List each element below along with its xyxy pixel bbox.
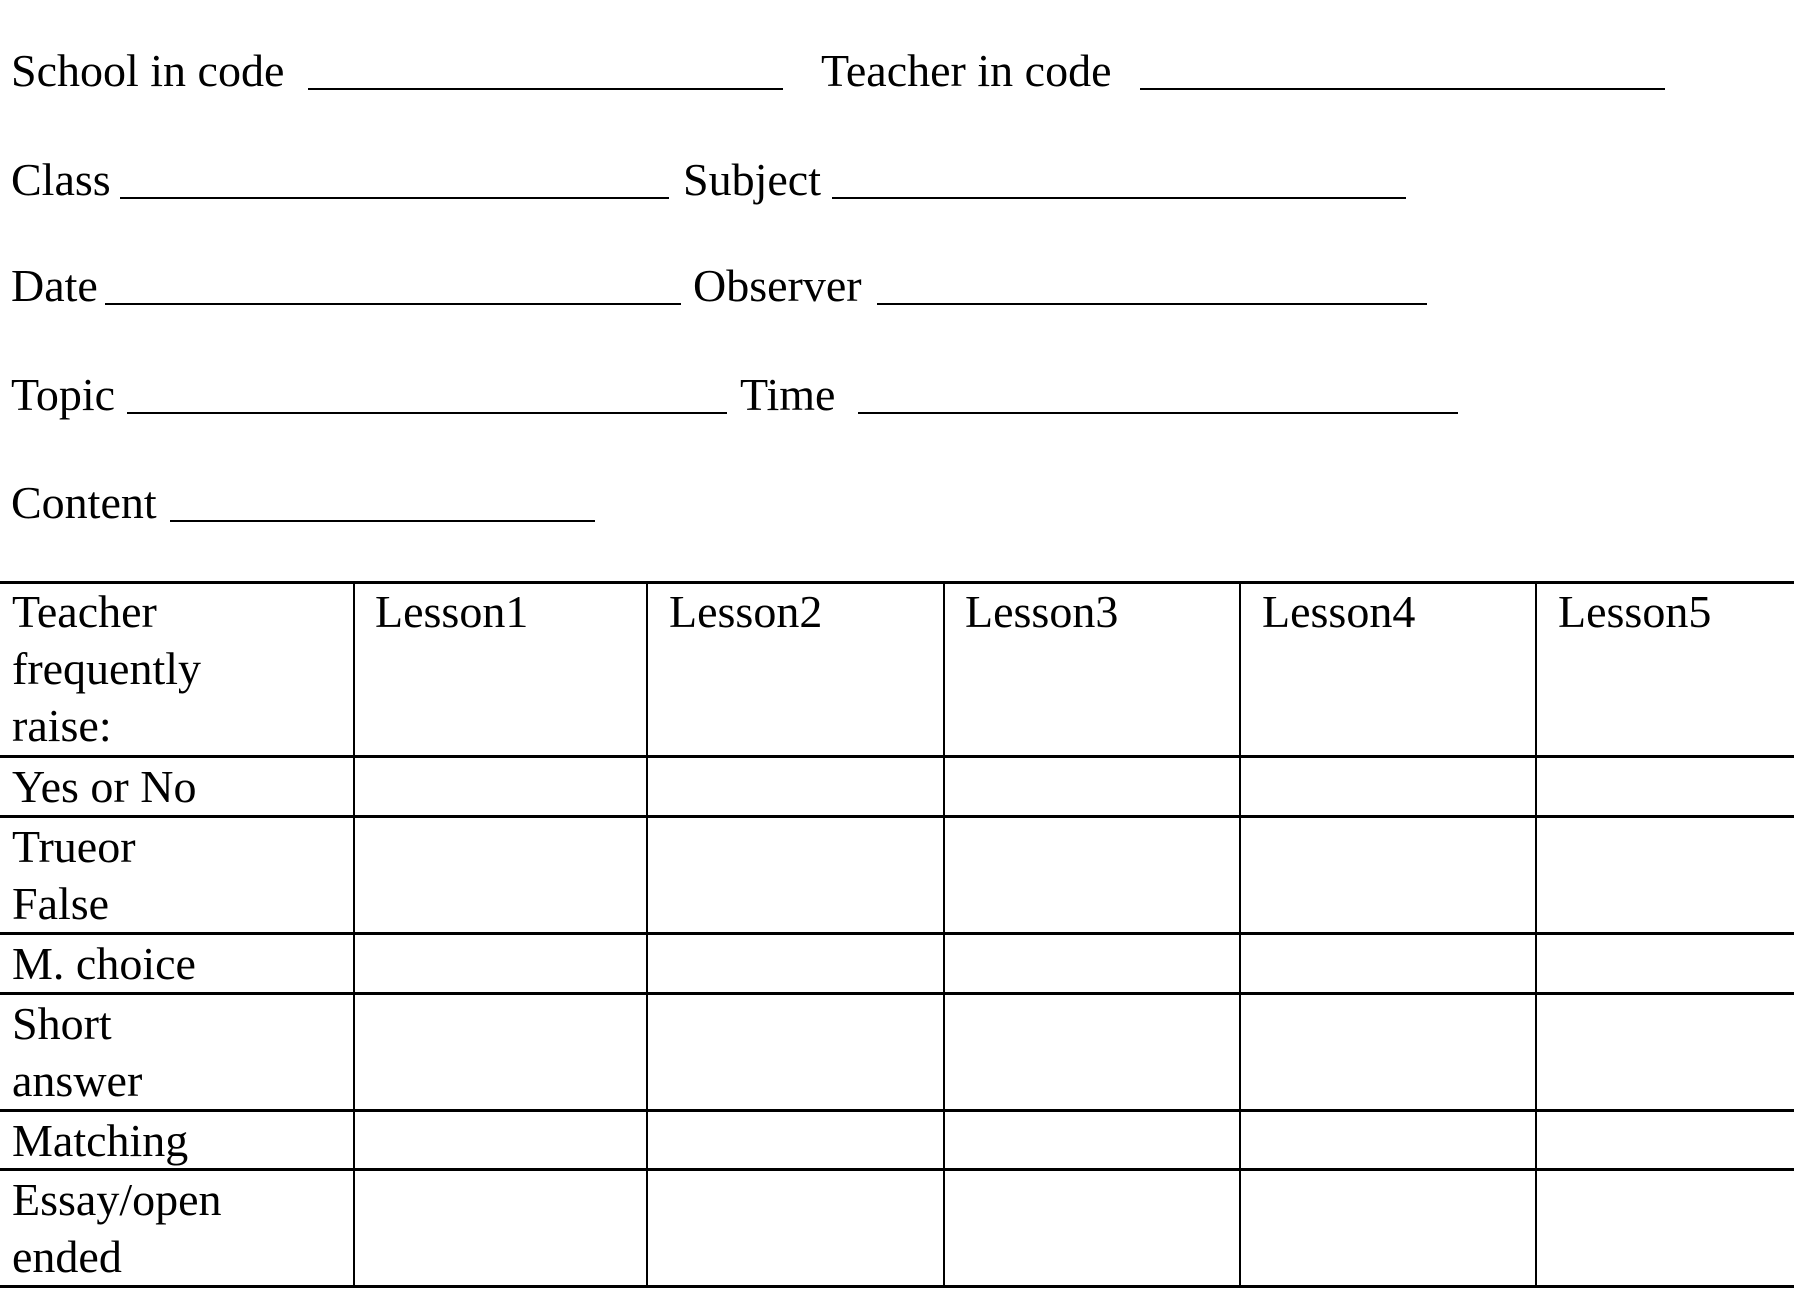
subject-field[interactable] — [832, 197, 1406, 199]
row-label-short-answer: Short answer — [12, 998, 143, 1106]
table-border — [1239, 582, 1241, 1287]
column-header-lesson1: Lesson1 — [375, 586, 529, 637]
topic-field[interactable] — [127, 412, 727, 414]
row-label-essay: Essay/open ended — [12, 1174, 222, 1282]
table-border — [0, 581, 1794, 584]
table-border — [353, 582, 355, 1287]
row-label-matching: Matching — [12, 1115, 189, 1166]
subject-label: Subject — [683, 154, 821, 205]
school-code-label: School in code — [11, 45, 285, 96]
table-header-label: Teacher frequently raise: — [12, 586, 202, 751]
table-border — [1535, 582, 1537, 1287]
date-field[interactable] — [105, 303, 681, 305]
teacher-code-field[interactable] — [1140, 88, 1665, 90]
content-label: Content — [11, 477, 157, 528]
column-header-lesson2: Lesson2 — [669, 586, 823, 637]
observer-field[interactable] — [877, 303, 1427, 305]
time-field[interactable] — [858, 412, 1458, 414]
table-border — [0, 992, 1794, 995]
column-header-lesson4: Lesson4 — [1262, 586, 1416, 637]
table-border — [0, 755, 1794, 758]
table-border — [0, 1285, 1794, 1288]
observer-label: Observer — [693, 260, 862, 311]
table-border — [943, 582, 945, 1287]
date-label: Date — [11, 260, 98, 311]
class-field[interactable] — [120, 197, 669, 199]
table-border — [646, 582, 648, 1287]
table-border — [0, 815, 1794, 818]
row-label-true-false: Trueor False — [12, 821, 136, 929]
content-field[interactable] — [170, 520, 595, 522]
time-label: Time — [740, 369, 836, 420]
column-header-lesson5: Lesson5 — [1558, 586, 1712, 637]
table-border — [0, 1168, 1794, 1171]
row-label-multiple-choice: M. choice — [12, 938, 196, 989]
table-border — [0, 932, 1794, 935]
row-label-yes-no: Yes or No — [12, 761, 197, 812]
column-header-lesson3: Lesson3 — [965, 586, 1119, 637]
teacher-code-label: Teacher in code — [821, 45, 1112, 96]
table-border — [0, 1109, 1794, 1112]
class-label: Class — [11, 154, 111, 205]
school-code-field[interactable] — [308, 88, 783, 90]
topic-label: Topic — [11, 369, 116, 420]
